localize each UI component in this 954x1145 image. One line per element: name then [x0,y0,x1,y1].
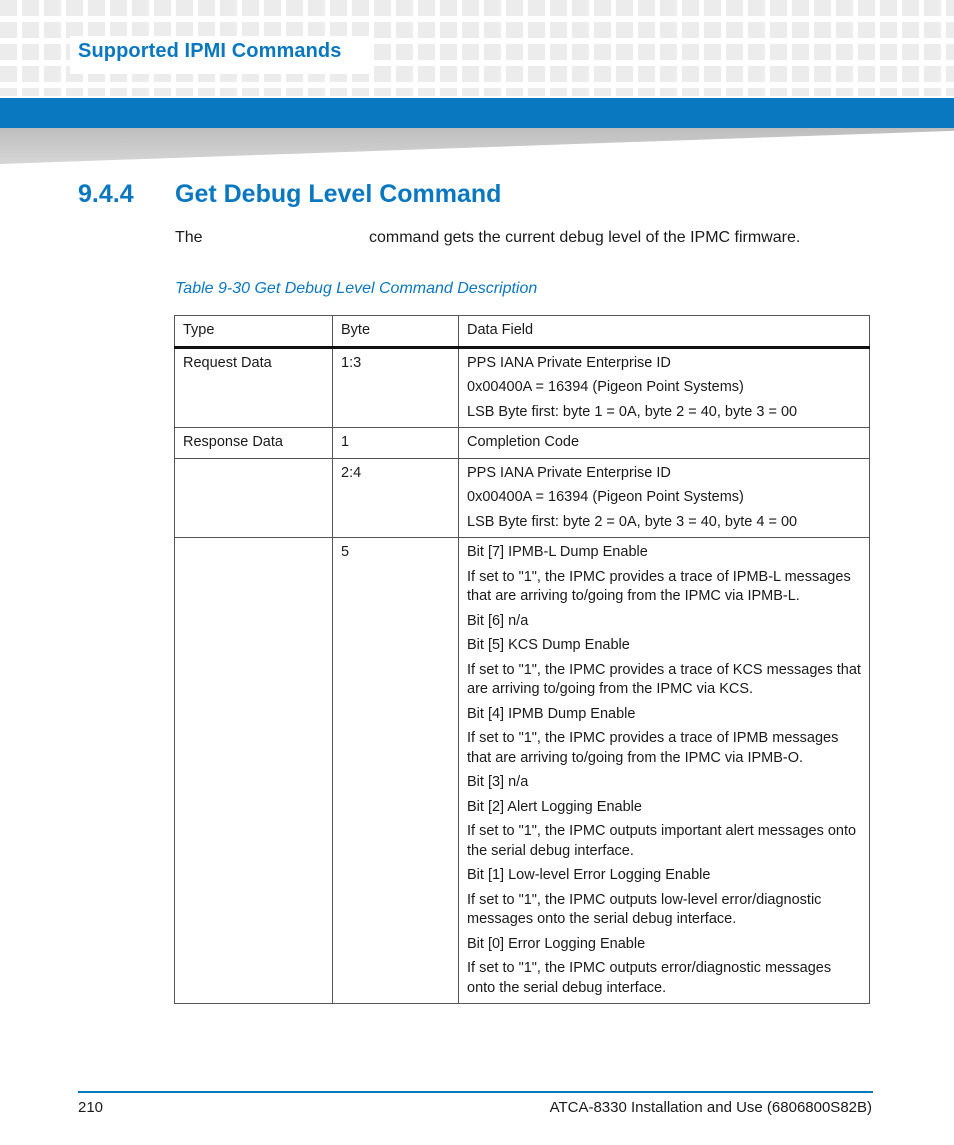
cell-data-field [459,347,870,428]
cell-byte: 1 [333,428,459,459]
page-number: 210 [78,1099,104,1116]
data-line: LSB Byte first: byte 2 = 0A, byte 3 = 40, byte 4 = 00 [467,513,798,530]
data-line: Bit [6] n/a [467,612,529,629]
data-line: Bit [3] n/a [467,774,529,790]
cell-data-field [459,458,870,538]
cell-byte: 5 [333,538,459,1004]
data-line: 0x00400A = 16394 (Pigeon Point Systems) [467,379,744,395]
table-row [175,347,870,428]
data-line: Bit [7] IPMB-L Dump Enable [467,544,648,560]
data-line: PPS IANA Private Enterprise ID [467,354,671,371]
column-header-byte: Byte [333,316,459,348]
data-line: Bit [4] IPMB Dump Enable [467,705,636,722]
cell-data-field [459,428,870,459]
column-header-data-field: Data Field [459,316,870,348]
document-reference: ATCA-8330 Installation and Use (6806800S82B) [549,1099,872,1116]
section-title: Get Debug Level Command [175,180,502,208]
cell-type [175,538,333,1004]
cell-byte: 2:4 [333,458,459,538]
data-line: LSB Byte first: byte 1 = 0A, byte 2 = 40, byte 3 = 00 [467,403,798,420]
data-line: Bit [0] Error Logging Enable [467,935,646,952]
chapter-header-title: Supported IPMI Commands [78,40,342,62]
footer-divider [78,1091,873,1093]
data-line: PPS IANA Private Enterprise ID [467,464,671,481]
cell-type: Response Data [175,428,333,459]
data-line: Bit [1] Low-level Error Logging Enable [467,867,711,883]
data-line: Completion Code [467,434,580,450]
data-line: If set to "1", the IPMC outputs low-level error/diagnostic messages onto the serial debug interface. [467,891,822,927]
header-grey-wedge [0,128,954,164]
header-blue-band [0,98,954,128]
intro-text-start: The [175,229,203,246]
table-row [175,458,870,538]
table-row [175,428,870,459]
data-line: Bit [2] Alert Logging Enable [467,798,642,815]
command-table [174,315,870,1004]
data-line: If set to "1", the IPMC outputs error/diagnostic messages onto the serial debug interface. [467,960,832,996]
table-caption: Table 9-30 Get Debug Level Command Description [175,280,538,297]
data-line: If set to "1", the IPMC provides a trace of IPMB-L messages that are arriving to/going from the IPMC via IPMB-L. [467,568,851,604]
table-row [175,538,870,1004]
data-line: 0x00400A = 16394 (Pigeon Point Systems) [467,489,744,505]
data-line: If set to "1", the IPMC provides a trace of IPMB messages that are arriving to/going from the IPMC via IPMB-O. [467,730,839,766]
section-number: 9.4.4 [78,180,134,208]
cell-data-field [459,538,870,1004]
cell-type: Request Data [175,347,333,428]
column-header-type: Type [175,316,333,348]
data-line: If set to "1", the IPMC provides a trace of KCS messages that are arriving to/going from the IPMC via KCS. [467,661,861,697]
cell-type [175,458,333,538]
data-line: If set to "1", the IPMC outputs important alert messages onto the serial debug interface. [467,823,857,859]
data-line: Bit [5] KCS Dump Enable [467,637,630,653]
cell-byte: 1:3 [333,347,459,428]
intro-text-end: command gets the current debug level of the IPMC firmware. [369,229,801,246]
table-header-row [175,316,870,348]
